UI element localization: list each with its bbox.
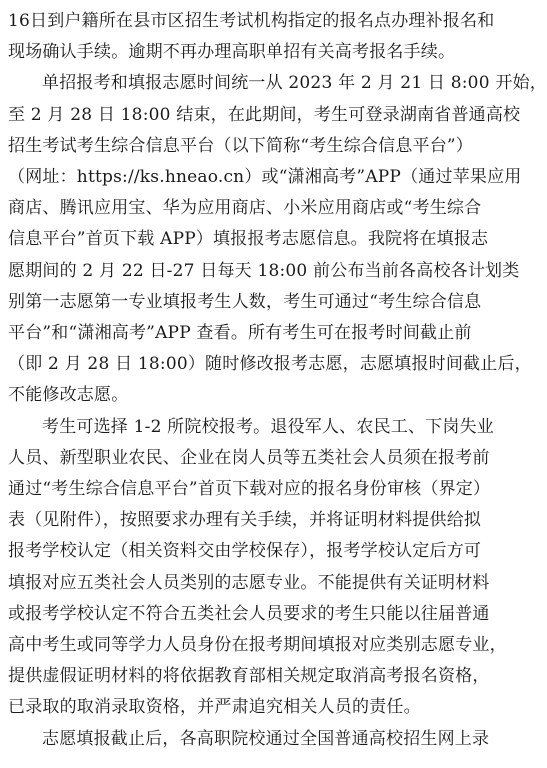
text-line: 表（见附件），按照要求办理有关手续，并将证明材料提供给拟 (8, 510, 482, 531)
text-line: 报考学校认定（相关资料交由学校保存），报考学校认定后方可 (8, 541, 482, 562)
paragraph-registration-deadline (8, 6, 495, 68)
paragraph-after-deadline (8, 724, 490, 755)
text-line: （即 2 月 28 日 18:00）随时修改报考志愿，志愿填报时间截止后， (8, 354, 532, 375)
text-line: 单招报考和填报志愿时间统一从 2023 年 2 月 21 日 8:00 开始， (42, 73, 547, 94)
text-line: 愿期间的 2 月 22 日-27 日每天 18:00 前公布当前各高校各计划类 (8, 260, 520, 281)
text-line: 或报考学校认定不符合五类社会人员要求的考生只能以往届普通 (8, 603, 490, 624)
text-line: 招生考试考生综合信息平台（以下简称“考生综合信息平台”） (8, 135, 473, 156)
text-line: 信息平台”首页下载 APP）填报报考志愿信息。我院将在填报志 (8, 229, 489, 250)
text-line: 至 2 月 28 日 18:00 结束，在此期间，考生可登录湖南省普通高校 (8, 104, 521, 125)
text-line: 别第一志愿第一专业填报考生人数，考生可通过“考生综合信息 (8, 291, 482, 312)
text-line: 填报对应五类社会人员类别的志愿专业。不能提供有关证明材料 (8, 572, 490, 593)
text-line: 人员、新型职业农民、企业在岗人员等五类社会人员须在报考前 (8, 447, 490, 468)
text-line: 考生可选择 1-2 所院校报考。退役军人、农民工、下岗失业 (42, 416, 494, 437)
text-line: 平台”和“潇湘高考”APP 查看。所有考生可在报考时间截止前 (8, 323, 472, 344)
paragraph-application-period (8, 68, 547, 411)
text-line: 志愿填报截止后，各高职院校通过全国普通高校招生网上录 (42, 728, 490, 749)
text-line: （网址：https://ks.hneao.cn）或“潇湘高考”APP（通过苹果应用 (8, 167, 522, 188)
text-line: 不能修改志愿。 (8, 385, 129, 406)
text-line: 高中考生或同等学力人员身份在报考期间填报对应类别志愿专业， (8, 635, 507, 656)
text-line: 通过“考生综合信息平台”首页下载对应的报名身份审核（界定） (8, 479, 491, 500)
text-line: 商店、腾讯应用宝、华为应用商店、小米应用商店或“考生综合 (8, 198, 482, 219)
text-line: 提供虚假证明材料的将依据教育部相关规定取消高考报名资格， (8, 666, 490, 687)
paragraph-school-selection (8, 412, 507, 724)
text-line: 已录取的取消录取资格，并严肃追究相关人员的责任。 (8, 697, 421, 718)
text-line: 16日到户籍所在县市区招生考试机构指定的报名点办理补报名和 (8, 11, 495, 31)
text-line: 现场确认手续。逾期不再办理高职单招有关高考报名手续。 (8, 42, 456, 63)
